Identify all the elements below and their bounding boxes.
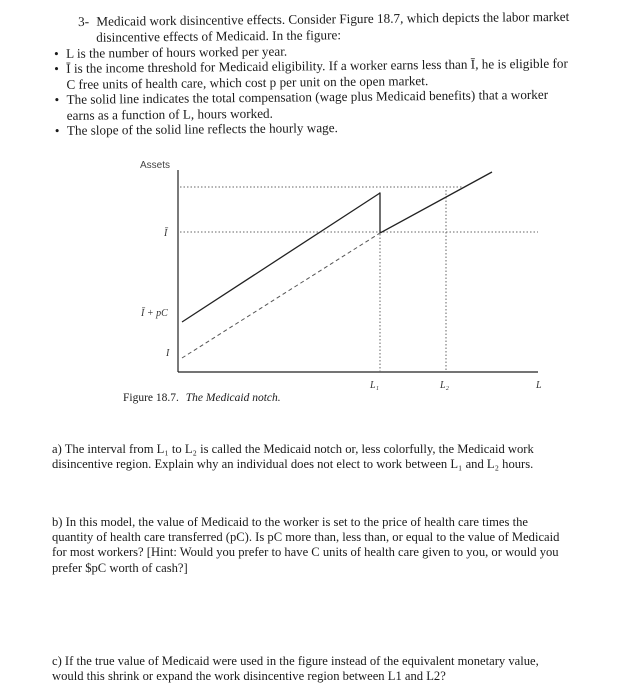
figure-caption-label: Figure 18.7.	[123, 392, 179, 404]
bullet-item: • Ī is the income threshold for Medicaid eligibility. If a worker earns less than Ī, he is eligible for C free units of health care, which cost p per unit on the open market.	[54, 56, 574, 92]
bullet-item: • L is the number of hours worked per year.	[54, 41, 574, 62]
question-number: 3-	[78, 13, 90, 29]
bullet-item: • The slope of the solid line reflects the hourly wage.	[55, 118, 575, 139]
part-a-text: a) The interval from L₁ to L₂ is called the Medicaid notch or, less colorfully, the Medicaid work disincentive region. Explain why an individual does not elect to work between L₁ and L₂ hours.	[52, 442, 534, 472]
question-title-line1: Medicaid work disincentive effects. Consider Figure 18.7, which depicts the labor market	[96, 8, 570, 29]
question-title-line2: disincentive effects of Medicaid. In the figure:	[96, 26, 342, 45]
compensation-line-segment-2	[380, 172, 492, 233]
tick-label-ibar: Ī	[164, 228, 168, 239]
tick-label-i: I	[166, 348, 170, 359]
part-c-text: c) If the true value of Medicaid were used in the figure instead of the equivalent monetary value, would this shrink or expand the work disincentive region between L1 and L2?	[52, 654, 539, 684]
y-axis-label: Assets	[140, 160, 171, 171]
figure-caption	[123, 392, 281, 404]
part-b-text: b) In this model, the value of Medicaid to the worker is set to the price of health care times the quantity of health care transferred (pC). Is pC more than, less than, or equal to the value of Medicaid for most workers? [Hint: Would you prefer to have C units of health care given to you, or would you prefer $pC worth of cash?]	[52, 515, 560, 575]
tick-label-i-plus-pc: Ī + pC	[141, 308, 168, 319]
compensation-line-segment-1	[182, 193, 380, 322]
figure-caption-title: The Medicaid notch.	[185, 392, 281, 404]
tick-label-l2: L₂	[440, 380, 450, 391]
tick-label-l1: L₁	[370, 380, 380, 391]
x-axis-label: L	[536, 380, 542, 391]
wage-only-line	[182, 233, 380, 358]
bullet-item: • The solid line indicates the total compensation (wage plus Medicaid benefits) that a worker earns as a function of L, hours worked.	[54, 87, 574, 123]
